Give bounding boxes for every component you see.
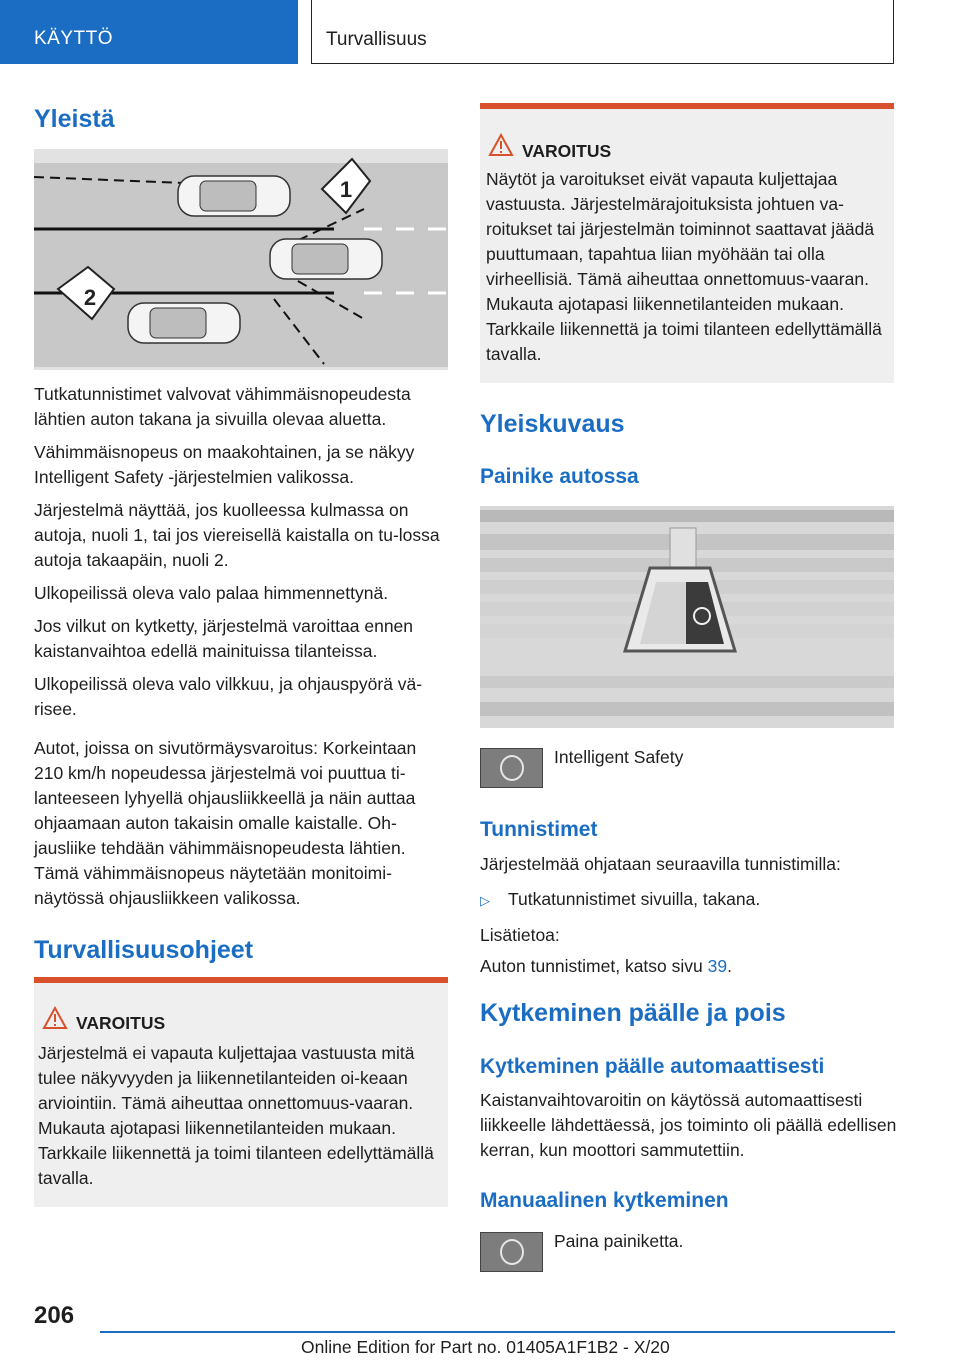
sensors-item: Tutkatunnistimet sivuilla, takana.: [508, 889, 761, 909]
warning-title: VAROITUS: [76, 1013, 166, 1033]
car-middle: [270, 239, 382, 279]
lane-change-diagram: [34, 149, 448, 370]
footer-divider: [100, 1331, 895, 1333]
general-body: [34, 382, 448, 919]
paragraph: Tutkatunnistimet valvovat vähimmäisnopeudesta lähtien auton takana ja sivuilla olevaa aluetta.: [34, 384, 411, 429]
paragraph: Ulkopeilissä oleva valo palaa himmennettynä.: [34, 583, 389, 603]
sensors-intro: Järjestelmää ohjataan seuraavilla tunnistimilla:: [480, 854, 841, 874]
heading-manual: Manuaalinen kytkeminen: [480, 1189, 729, 1212]
arrow-1-label: 1: [339, 177, 353, 202]
paragraph: Järjestelmä näyttää, jos kuolleessa kulmassa on autoja, nuoli 1, tai jos viereisellä kaistalla on tu-lossa autoja takaapäin, nuoli 2.: [34, 500, 440, 570]
arrow-2-label: 2: [83, 285, 97, 310]
triangle-bullet-icon: ▷: [480, 893, 490, 908]
paragraph: Autot, joissa on sivutörmäysvaroitus: Korkeintaan 210 km/h nopeudessa järjestelmä voi puuttua ti-lanteeseen lyhyellä ohjausliikkeellä ja näin auttaa ohjaamaan auton takaisin omalle kaistalle. Oh-jausliike tehdään vähimmäisnopeudesta lähtien. Tämä vähimmäisnopeus näytetään monitoimi-näytössä ohjausliikkeen valikossa.: [34, 738, 417, 908]
warning-text: Näytöt ja varoitukset eivät vapauta kuljettajaa vastuusta. Järjestelmärajoituksista johtuen va-roitukset tai järjestelmän toiminnot saattavat jäädä puuttumaan, tapahtua liian myöhään tai olla virheellisiä. Tämä aiheuttaa onnettomuus-vaaran. Mukauta ajotapasi liikennetilanteiden mukaan. Tarkkaile liikennettä ja toimi tilanteen edellyttämällä tavalla.: [486, 169, 882, 364]
chapter-tab: [311, 0, 894, 64]
heading-button: Painike autossa: [480, 465, 639, 488]
car-top: [178, 176, 290, 216]
more-info: Lisätietoa:: [480, 925, 560, 945]
warning-icon: [488, 133, 514, 157]
page-link[interactable]: 39: [707, 956, 728, 976]
paragraph: Jos vilkut on kytketty, järjestelmä varoittaa ennen kaistanvaihtoa edellä mainituissa tilanteissa.: [34, 616, 414, 661]
intelligent-safety-button-icon: [480, 748, 543, 788]
more-info-ref: Auton tunnistimet, katso sivu 39.: [480, 956, 732, 976]
car-bottom: [128, 303, 240, 343]
warning-title: VAROITUS: [522, 141, 612, 161]
heading-onoff: Kytkeminen päälle ja pois: [480, 999, 786, 1027]
warning-box-left: [34, 977, 448, 1207]
warning-icon: [42, 1006, 68, 1030]
manual-text: Paina painiketta.: [554, 1231, 684, 1251]
section-label: KÄYTTÖ: [34, 28, 114, 49]
section-tab: [0, 0, 298, 64]
heading-sensors: Tunnistimet: [480, 818, 598, 841]
warning-text: Järjestelmä ei vapauta kuljettajaa vastuusta mitä tulee näkyvyyden ja liikennetilanteiden oi-keaan arviointiin. Tämä aiheuttaa onnettomuus-vaaran. Mukauta ajotapasi liikennetilanteiden mukaan. Tarkkaile liikennettä ja toimi tilanteen edellyttämällä tavalla.: [38, 1043, 434, 1188]
auto-text: Kaistanvaihtovaroitin on käytössä automaattisesti liikkeelle lähdettäessä, jos toiminto oli päällä edellisen kerran, kun moottori sammutettiin.: [480, 1090, 897, 1160]
heading-safety: Turvallisuusohjeet: [34, 936, 254, 964]
page-number: 206: [34, 1302, 75, 1329]
list-item: [480, 887, 894, 913]
heading-auto: Kytkeminen päälle automaattisesti: [480, 1055, 825, 1078]
heading-general: Yleistä: [34, 105, 115, 133]
paragraph: Ulkopeilissä oleva valo vilkkuu, ja ohjauspyörä vä-risee.: [34, 674, 423, 719]
sensors-body: [480, 852, 894, 987]
button-photo: [480, 506, 894, 728]
chapter-label: Turvallisuus: [326, 29, 427, 50]
footer-edition: Online Edition for Part no. 01405A1F1B2 - X/20: [301, 1337, 670, 1357]
heading-overview: Yleiskuvaus: [480, 410, 625, 438]
button-label: Intelligent Safety: [554, 747, 684, 767]
intelligent-safety-button-icon: [480, 1232, 543, 1272]
warning-box-right: [480, 103, 894, 383]
paragraph: Vähimmäisnopeus on maakohtainen, ja se näkyy Intelligent Safety -järjestelmien valikossa.: [34, 442, 415, 487]
